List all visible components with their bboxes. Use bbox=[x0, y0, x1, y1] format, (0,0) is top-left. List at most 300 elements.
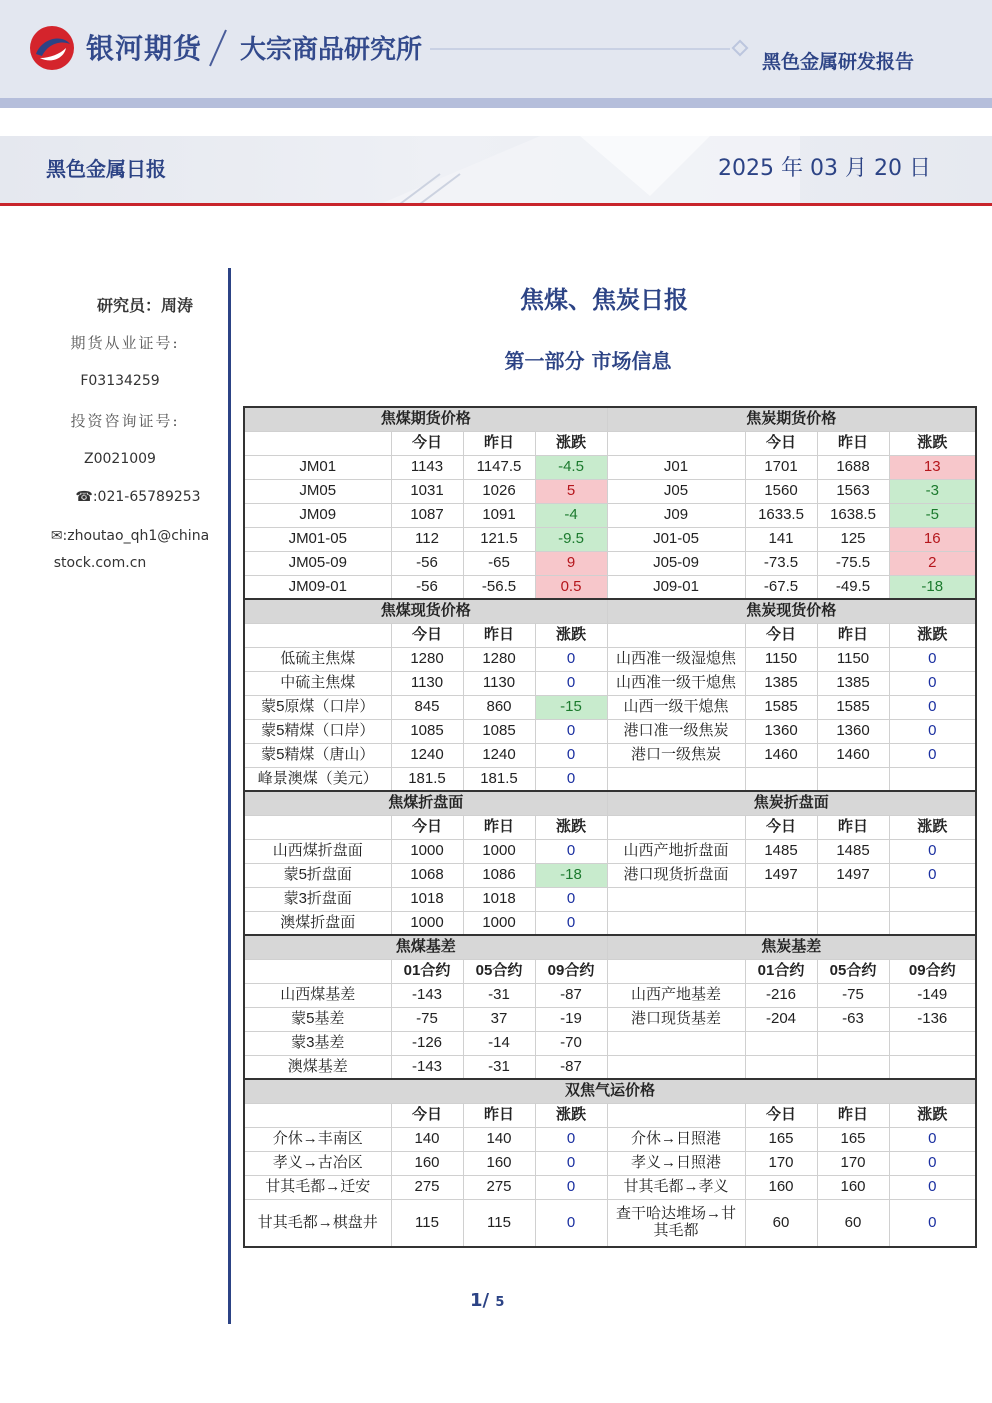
row-label-left: 蒙3折盘面 bbox=[244, 887, 391, 911]
main-title: 焦煤、焦炭日报 bbox=[520, 286, 688, 314]
value-change-left: -15 bbox=[535, 695, 607, 719]
value-change-right: 0 bbox=[889, 671, 976, 695]
value-yesterday-left: 1018 bbox=[463, 887, 535, 911]
row-label-right: J05 bbox=[607, 479, 745, 503]
table-body bbox=[244, 407, 976, 1247]
column-header: 涨跌 bbox=[889, 431, 976, 455]
value-today-right: -216 bbox=[745, 983, 817, 1007]
value-change-left: 0 bbox=[535, 1175, 607, 1199]
table-row bbox=[244, 1175, 976, 1199]
column-header: 05合约 bbox=[817, 959, 889, 983]
header-blank bbox=[244, 959, 391, 983]
consult-number: Z0021009 bbox=[84, 451, 156, 467]
value-today-right: 60 bbox=[745, 1199, 817, 1247]
header-slash-divider bbox=[206, 28, 230, 68]
table-row bbox=[244, 647, 976, 671]
value-yesterday-right: -75.5 bbox=[817, 551, 889, 575]
phone-number: ☎:021-65789253 bbox=[75, 489, 201, 505]
row-label-left: 低硫主焦煤 bbox=[244, 647, 391, 671]
row-label-left: 蒙5基差 bbox=[244, 1007, 391, 1031]
column-header: 今日 bbox=[745, 623, 817, 647]
value-change-left: -4.5 bbox=[535, 455, 607, 479]
email-line-1: ✉:zhoutao_qh1@china bbox=[50, 528, 210, 544]
table-row bbox=[244, 1127, 976, 1151]
row-label-left: 蒙5折盘面 bbox=[244, 863, 391, 887]
row-label-left: 山西煤折盘面 bbox=[244, 839, 391, 863]
value-today-right: 165 bbox=[745, 1127, 817, 1151]
value-today-right: 1460 bbox=[745, 743, 817, 767]
title-red-line bbox=[0, 203, 992, 206]
column-header: 涨跌 bbox=[889, 1103, 976, 1127]
row-label-left: JM05 bbox=[244, 479, 391, 503]
table-row bbox=[244, 479, 976, 503]
value-change-left: 0 bbox=[535, 719, 607, 743]
value-change-left: 0 bbox=[535, 767, 607, 791]
value-today-left: -143 bbox=[391, 983, 463, 1007]
table-row bbox=[244, 527, 976, 551]
header-blank bbox=[607, 959, 745, 983]
table-row bbox=[244, 767, 976, 791]
row-label-right: 港口现货基差 bbox=[607, 1007, 745, 1031]
row-label-right: 山西准一级干熄焦 bbox=[607, 671, 745, 695]
value-change-left: -19 bbox=[535, 1007, 607, 1031]
value-yesterday-left: -56.5 bbox=[463, 575, 535, 599]
header-blank bbox=[607, 431, 745, 455]
value-change-left: 9 bbox=[535, 551, 607, 575]
top-header bbox=[0, 0, 992, 98]
value-change-right: 0 bbox=[889, 1151, 976, 1175]
value-yesterday-right bbox=[817, 1031, 889, 1055]
row-label-left: 中硫主焦煤 bbox=[244, 671, 391, 695]
section-title-right: 焦炭折盘面 bbox=[607, 791, 976, 815]
value-yesterday-right: 1638.5 bbox=[817, 503, 889, 527]
section-header-row bbox=[244, 1079, 976, 1103]
value-yesterday-left: 860 bbox=[463, 695, 535, 719]
value-today-left: -56 bbox=[391, 551, 463, 575]
institute-name: 大宗商品研究所 bbox=[240, 35, 423, 65]
value-change-right bbox=[889, 911, 976, 935]
column-header: 昨日 bbox=[817, 1103, 889, 1127]
value-today-right: 1360 bbox=[745, 719, 817, 743]
section-title-left: 焦煤折盘面 bbox=[244, 791, 607, 815]
value-today-right: 170 bbox=[745, 1151, 817, 1175]
value-yesterday-left: 1280 bbox=[463, 647, 535, 671]
column-header: 昨日 bbox=[463, 1103, 535, 1127]
value-change-left: 0 bbox=[535, 743, 607, 767]
row-label-left: 蒙5精煤（唐山） bbox=[244, 743, 391, 767]
header-bar bbox=[0, 98, 992, 108]
value-change-right: 0 bbox=[889, 1175, 976, 1199]
value-today-right: 1485 bbox=[745, 839, 817, 863]
report-date: 2025 年 03 月 20 日 bbox=[718, 156, 931, 181]
value-yesterday-right: 1485 bbox=[817, 839, 889, 863]
value-change-right: 0 bbox=[889, 695, 976, 719]
row-label-right: J09 bbox=[607, 503, 745, 527]
value-today-left: -56 bbox=[391, 575, 463, 599]
value-today-left: 275 bbox=[391, 1175, 463, 1199]
row-label-left: JM09 bbox=[244, 503, 391, 527]
column-header-row bbox=[244, 815, 976, 839]
value-change-left: -70 bbox=[535, 1031, 607, 1055]
row-label-left: JM05-09 bbox=[244, 551, 391, 575]
row-label-right: 港口准一级焦炭 bbox=[607, 719, 745, 743]
page-total: 5 bbox=[495, 1295, 505, 1310]
section-title-right: 焦炭现货价格 bbox=[607, 599, 976, 623]
row-label-left: 蒙5精煤（口岸） bbox=[244, 719, 391, 743]
value-today-left: 115 bbox=[391, 1199, 463, 1247]
value-change-right: 13 bbox=[889, 455, 976, 479]
value-today-right: -73.5 bbox=[745, 551, 817, 575]
researcher-name: 研究员：周涛 bbox=[96, 296, 193, 315]
table-row bbox=[244, 1007, 976, 1031]
value-yesterday-right bbox=[817, 911, 889, 935]
value-yesterday-left: 1240 bbox=[463, 743, 535, 767]
table-row bbox=[244, 575, 976, 599]
section-header-row bbox=[244, 935, 976, 959]
column-header: 今日 bbox=[745, 1103, 817, 1127]
section-title-left: 焦煤现货价格 bbox=[244, 599, 607, 623]
value-change-left: -4 bbox=[535, 503, 607, 527]
value-today-left: 1068 bbox=[391, 863, 463, 887]
value-yesterday-right: -49.5 bbox=[817, 575, 889, 599]
value-today-right bbox=[745, 767, 817, 791]
license-number: F03134259 bbox=[80, 373, 160, 389]
column-header: 昨日 bbox=[463, 623, 535, 647]
header-blank bbox=[607, 815, 745, 839]
table-row bbox=[244, 671, 976, 695]
logo-text: 银河期货 bbox=[86, 32, 203, 65]
header-blank bbox=[607, 1103, 745, 1127]
column-header-row bbox=[244, 431, 976, 455]
value-yesterday-right: 165 bbox=[817, 1127, 889, 1151]
value-today-left: 160 bbox=[391, 1151, 463, 1175]
header-blank bbox=[607, 623, 745, 647]
value-yesterday-left: 121.5 bbox=[463, 527, 535, 551]
value-yesterday-right bbox=[817, 1055, 889, 1079]
row-label-right: 山西产地基差 bbox=[607, 983, 745, 1007]
value-today-right bbox=[745, 887, 817, 911]
value-change-left: 0 bbox=[535, 1151, 607, 1175]
value-change-right: 0 bbox=[889, 1199, 976, 1247]
row-label-right bbox=[607, 1055, 745, 1079]
email-line-2: stock.com.cn bbox=[53, 555, 147, 571]
value-today-right: 1497 bbox=[745, 863, 817, 887]
value-change-right: 0 bbox=[889, 647, 976, 671]
value-today-left: 1087 bbox=[391, 503, 463, 527]
table-row bbox=[244, 743, 976, 767]
table-row bbox=[244, 887, 976, 911]
value-today-left: 1280 bbox=[391, 647, 463, 671]
value-today-left: -75 bbox=[391, 1007, 463, 1031]
column-header-row bbox=[244, 959, 976, 983]
value-yesterday-left: -31 bbox=[463, 1055, 535, 1079]
value-today-right bbox=[745, 1055, 817, 1079]
value-change-left: 0 bbox=[535, 887, 607, 911]
row-label-right: 孝义→日照港 bbox=[607, 1151, 745, 1175]
value-change-right: 0 bbox=[889, 719, 976, 743]
row-label-left: 山西煤基差 bbox=[244, 983, 391, 1007]
table-row bbox=[244, 551, 976, 575]
value-yesterday-left: -65 bbox=[463, 551, 535, 575]
page-current: 1 bbox=[470, 1290, 483, 1311]
value-today-left: 1018 bbox=[391, 887, 463, 911]
value-change-right bbox=[889, 887, 976, 911]
row-label-right: 山西准一级湿熄焦 bbox=[607, 647, 745, 671]
column-header: 昨日 bbox=[817, 623, 889, 647]
value-today-left: 1000 bbox=[391, 839, 463, 863]
column-header: 昨日 bbox=[817, 815, 889, 839]
row-label-right: 港口现货折盘面 bbox=[607, 863, 745, 887]
row-label-right: J05-09 bbox=[607, 551, 745, 575]
row-label-right bbox=[607, 1031, 745, 1055]
value-today-right: 1585 bbox=[745, 695, 817, 719]
value-change-right: 2 bbox=[889, 551, 976, 575]
value-today-left: 1240 bbox=[391, 743, 463, 767]
value-yesterday-left: 1130 bbox=[463, 671, 535, 695]
header-blank bbox=[244, 623, 391, 647]
value-yesterday-right: 1585 bbox=[817, 695, 889, 719]
row-label-right bbox=[607, 767, 745, 791]
row-label-left: 甘其毛都→棋盘井 bbox=[244, 1199, 391, 1247]
row-label-right: 甘其毛都→孝义 bbox=[607, 1175, 745, 1199]
consult-label: 投资咨询证号: bbox=[70, 412, 180, 430]
table-row bbox=[244, 719, 976, 743]
value-change-left: 0 bbox=[535, 1127, 607, 1151]
page-number: 1/ 5 bbox=[470, 1290, 505, 1311]
value-yesterday-left: 1000 bbox=[463, 839, 535, 863]
header-blank bbox=[244, 1103, 391, 1127]
value-today-right: -204 bbox=[745, 1007, 817, 1031]
value-today-left: 1031 bbox=[391, 479, 463, 503]
table-row bbox=[244, 839, 976, 863]
row-label-right: 介休→日照港 bbox=[607, 1127, 745, 1151]
column-header: 今日 bbox=[745, 815, 817, 839]
value-yesterday-left: 1147.5 bbox=[463, 455, 535, 479]
value-yesterday-right: -75 bbox=[817, 983, 889, 1007]
value-today-left: -143 bbox=[391, 1055, 463, 1079]
value-change-right: 0 bbox=[889, 1127, 976, 1151]
value-today-right bbox=[745, 1031, 817, 1055]
report-type: 黑色金属研发报告 bbox=[762, 51, 915, 73]
column-header: 01合约 bbox=[391, 959, 463, 983]
value-yesterday-left: 37 bbox=[463, 1007, 535, 1031]
row-label-right: J01 bbox=[607, 455, 745, 479]
section-title-left: 焦煤期货价格 bbox=[244, 407, 607, 431]
value-change-left: -87 bbox=[535, 1055, 607, 1079]
column-header: 今日 bbox=[391, 623, 463, 647]
row-label-left: 澳煤折盘面 bbox=[244, 911, 391, 935]
value-yesterday-right: -63 bbox=[817, 1007, 889, 1031]
value-yesterday-left: 1000 bbox=[463, 911, 535, 935]
section-title-cell: 双焦气运价格 bbox=[244, 1079, 976, 1103]
market-data-table bbox=[243, 406, 977, 1248]
value-today-right: 141 bbox=[745, 527, 817, 551]
value-change-right bbox=[889, 767, 976, 791]
value-today-right: 1385 bbox=[745, 671, 817, 695]
column-header: 涨跌 bbox=[889, 815, 976, 839]
row-label-left: 蒙3基差 bbox=[244, 1031, 391, 1055]
column-header: 涨跌 bbox=[535, 815, 607, 839]
column-header: 今日 bbox=[391, 431, 463, 455]
value-yesterday-right: 60 bbox=[817, 1199, 889, 1247]
value-today-right: -67.5 bbox=[745, 575, 817, 599]
column-header: 涨跌 bbox=[535, 1103, 607, 1127]
value-change-right: -18 bbox=[889, 575, 976, 599]
row-label-right: 查干哈达堆场→甘其毛都 bbox=[607, 1199, 745, 1247]
value-yesterday-left: 1086 bbox=[463, 863, 535, 887]
row-label-right: 港口一级焦炭 bbox=[607, 743, 745, 767]
value-change-right: 0 bbox=[889, 863, 976, 887]
value-yesterday-left: 160 bbox=[463, 1151, 535, 1175]
table-row bbox=[244, 455, 976, 479]
column-header: 09合约 bbox=[889, 959, 976, 983]
row-label-right bbox=[607, 911, 745, 935]
header-decor-line bbox=[430, 48, 730, 50]
value-today-right bbox=[745, 911, 817, 935]
value-today-left: 1130 bbox=[391, 671, 463, 695]
value-change-right: -5 bbox=[889, 503, 976, 527]
column-header-row bbox=[244, 1103, 976, 1127]
value-today-left: 845 bbox=[391, 695, 463, 719]
table-row bbox=[244, 1055, 976, 1079]
column-header: 01合约 bbox=[745, 959, 817, 983]
value-yesterday-right bbox=[817, 767, 889, 791]
table-row bbox=[244, 911, 976, 935]
value-yesterday-left: 275 bbox=[463, 1175, 535, 1199]
value-yesterday-right: 1385 bbox=[817, 671, 889, 695]
value-yesterday-left: 115 bbox=[463, 1199, 535, 1247]
column-header: 09合约 bbox=[535, 959, 607, 983]
column-header-row bbox=[244, 623, 976, 647]
value-yesterday-left: 1026 bbox=[463, 479, 535, 503]
row-label-left: 孝义→古冶区 bbox=[244, 1151, 391, 1175]
row-label-left: JM01-05 bbox=[244, 527, 391, 551]
value-change-left: 0 bbox=[535, 839, 607, 863]
value-yesterday-left: 1085 bbox=[463, 719, 535, 743]
section-header-row bbox=[244, 407, 976, 431]
value-change-left: 0 bbox=[535, 647, 607, 671]
table-row bbox=[244, 983, 976, 1007]
value-today-right: 1150 bbox=[745, 647, 817, 671]
column-header: 涨跌 bbox=[535, 623, 607, 647]
column-header: 涨跌 bbox=[535, 431, 607, 455]
section-title-right: 焦炭期货价格 bbox=[607, 407, 976, 431]
value-yesterday-right: 1688 bbox=[817, 455, 889, 479]
row-label-left: 澳煤基差 bbox=[244, 1055, 391, 1079]
row-label-right: 山西产地折盘面 bbox=[607, 839, 745, 863]
table-row bbox=[244, 1151, 976, 1175]
column-header: 05合约 bbox=[463, 959, 535, 983]
table-row bbox=[244, 695, 976, 719]
value-change-left: 0 bbox=[535, 1199, 607, 1247]
column-header: 今日 bbox=[391, 1103, 463, 1127]
daily-report-title: 黑色金属日报 bbox=[46, 157, 166, 181]
value-yesterday-right: 170 bbox=[817, 1151, 889, 1175]
row-label-left: 峰景澳煤（美元） bbox=[244, 767, 391, 791]
row-label-right: J01-05 bbox=[607, 527, 745, 551]
value-yesterday-left: 1091 bbox=[463, 503, 535, 527]
value-change-right bbox=[889, 1031, 976, 1055]
value-change-right: 16 bbox=[889, 527, 976, 551]
value-today-left: 1000 bbox=[391, 911, 463, 935]
value-yesterday-left: 181.5 bbox=[463, 767, 535, 791]
value-today-right: 1633.5 bbox=[745, 503, 817, 527]
value-today-left: 140 bbox=[391, 1127, 463, 1151]
value-change-right bbox=[889, 1055, 976, 1079]
column-header: 昨日 bbox=[463, 431, 535, 455]
value-change-left: -9.5 bbox=[535, 527, 607, 551]
table-row bbox=[244, 863, 976, 887]
row-label-left: 蒙5原煤（口岸） bbox=[244, 695, 391, 719]
value-change-left: 0 bbox=[535, 671, 607, 695]
value-today-left: -126 bbox=[391, 1031, 463, 1055]
value-yesterday-right: 160 bbox=[817, 1175, 889, 1199]
header-blank bbox=[244, 815, 391, 839]
section-title: 第一部分 市场信息 bbox=[504, 349, 672, 373]
sidebar-divider bbox=[228, 268, 231, 1324]
row-label-left: 甘其毛都→迁安 bbox=[244, 1175, 391, 1199]
value-change-left: 0.5 bbox=[535, 575, 607, 599]
row-label-left: 介休→丰南区 bbox=[244, 1127, 391, 1151]
column-header: 昨日 bbox=[817, 431, 889, 455]
table-row bbox=[244, 1031, 976, 1055]
value-yesterday-left: 140 bbox=[463, 1127, 535, 1151]
value-today-right: 1560 bbox=[745, 479, 817, 503]
row-label-right: J09-01 bbox=[607, 575, 745, 599]
value-yesterday-right: 125 bbox=[817, 527, 889, 551]
value-change-right: 0 bbox=[889, 743, 976, 767]
row-label-left: JM01 bbox=[244, 455, 391, 479]
value-today-left: 181.5 bbox=[391, 767, 463, 791]
value-today-left: 112 bbox=[391, 527, 463, 551]
license-label: 期货从业证号: bbox=[70, 334, 180, 352]
value-today-left: 1143 bbox=[391, 455, 463, 479]
value-change-left: -18 bbox=[535, 863, 607, 887]
value-change-right: -149 bbox=[889, 983, 976, 1007]
column-header: 今日 bbox=[391, 815, 463, 839]
value-yesterday-left: -31 bbox=[463, 983, 535, 1007]
value-today-right: 160 bbox=[745, 1175, 817, 1199]
diamond-icon bbox=[732, 40, 749, 57]
section-header-row bbox=[244, 791, 976, 815]
table-row bbox=[244, 503, 976, 527]
section-header-row bbox=[244, 599, 976, 623]
value-yesterday-right: 1563 bbox=[817, 479, 889, 503]
value-yesterday-right: 1150 bbox=[817, 647, 889, 671]
table-row bbox=[244, 1199, 976, 1247]
column-header: 昨日 bbox=[463, 815, 535, 839]
column-header: 涨跌 bbox=[889, 623, 976, 647]
value-today-left: 1085 bbox=[391, 719, 463, 743]
section-title-right: 焦炭基差 bbox=[607, 935, 976, 959]
value-change-right: 0 bbox=[889, 839, 976, 863]
value-change-left: 0 bbox=[535, 911, 607, 935]
value-yesterday-left: -14 bbox=[463, 1031, 535, 1055]
value-yesterday-right: 1460 bbox=[817, 743, 889, 767]
value-today-right: 1701 bbox=[745, 455, 817, 479]
section-title-left: 焦煤基差 bbox=[244, 935, 607, 959]
value-change-right: -3 bbox=[889, 479, 976, 503]
row-label-right bbox=[607, 887, 745, 911]
value-change-left: -87 bbox=[535, 983, 607, 1007]
header-blank bbox=[244, 431, 391, 455]
value-yesterday-right bbox=[817, 887, 889, 911]
row-label-left: JM09-01 bbox=[244, 575, 391, 599]
value-yesterday-right: 1497 bbox=[817, 863, 889, 887]
value-change-left: 5 bbox=[535, 479, 607, 503]
value-change-right: -136 bbox=[889, 1007, 976, 1031]
row-label-right: 山西一级干熄焦 bbox=[607, 695, 745, 719]
